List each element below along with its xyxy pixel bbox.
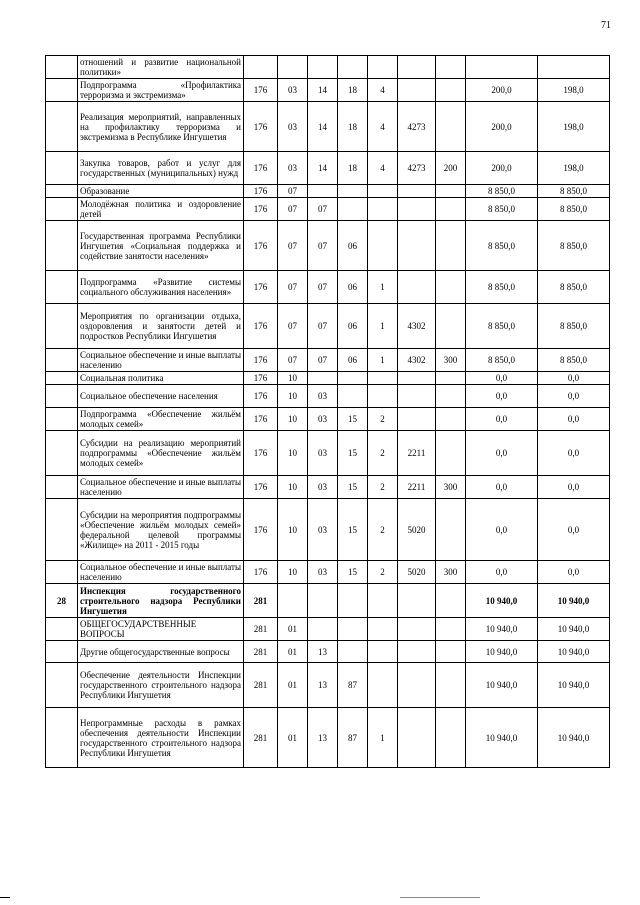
amount-plan: 0,0 — [466, 408, 538, 431]
code-expense-type — [436, 304, 466, 349]
code-section: 10 — [278, 385, 308, 408]
table-row — [46, 221, 610, 271]
table-row — [46, 79, 610, 102]
code-target: 5020 — [398, 499, 436, 561]
table-row — [46, 349, 610, 372]
code-subprogram — [368, 641, 398, 663]
amount-actual — [538, 56, 610, 79]
row-number: 28 — [46, 584, 78, 618]
code-expense-type: 200 — [436, 152, 466, 185]
row-number — [46, 372, 78, 385]
code-program: 18 — [338, 102, 368, 152]
amount-actual: 0,0 — [538, 499, 610, 561]
amount-actual: 8 850,0 — [538, 185, 610, 198]
code-section: 03 — [278, 79, 308, 102]
row-name: Молодёжная политика и оздоровление детей — [78, 198, 244, 221]
amount-plan: 8 850,0 — [466, 185, 538, 198]
row-number — [46, 56, 78, 79]
row-number — [46, 708, 78, 768]
table-body — [46, 56, 610, 768]
table-row — [46, 185, 610, 198]
code-target: 4273 — [398, 152, 436, 185]
row-name: Обеспечение деятельности Инспекции государственного строительного надзора Республики Ингушетия — [78, 663, 244, 708]
row-number — [46, 102, 78, 152]
row-number — [46, 349, 78, 372]
code-subsection: 07 — [308, 349, 338, 372]
code-subsection: 13 — [308, 663, 338, 708]
row-name: Социальное обеспечение и иные выплаты населению — [78, 561, 244, 584]
code-program — [338, 385, 368, 408]
row-name: Подпрограмма «Обеспечение жильём молодых семей» — [78, 408, 244, 431]
code-subprogram — [368, 385, 398, 408]
code-ministry: 281 — [244, 708, 278, 768]
code-subsection — [308, 56, 338, 79]
code-ministry: 281 — [244, 618, 278, 641]
code-section: 10 — [278, 561, 308, 584]
code-expense-type — [436, 431, 466, 476]
code-section: 07 — [278, 185, 308, 198]
amount-actual: 0,0 — [538, 561, 610, 584]
code-ministry: 176 — [244, 152, 278, 185]
amount-plan: 10 940,0 — [466, 584, 538, 618]
code-program — [338, 185, 368, 198]
code-subsection — [308, 185, 338, 198]
code-expense-type — [436, 221, 466, 271]
row-name: Субсидии на реализацию мероприятий подпрограммы «Обеспечение жильём молодых семей» — [78, 431, 244, 476]
code-ministry: 176 — [244, 431, 278, 476]
code-subprogram: 1 — [368, 271, 398, 304]
code-target: 4302 — [398, 304, 436, 349]
code-subprogram: 4 — [368, 152, 398, 185]
code-program: 06 — [338, 349, 368, 372]
code-section: 07 — [278, 198, 308, 221]
amount-plan: 200,0 — [466, 79, 538, 102]
code-subsection: 13 — [308, 708, 338, 768]
row-name: Подпрограмма «Профилактика терроризма и экстремизма» — [78, 79, 244, 102]
table-row — [46, 56, 610, 79]
code-subsection: 03 — [308, 561, 338, 584]
code-subsection — [308, 372, 338, 385]
amount-plan: 10 940,0 — [466, 641, 538, 663]
code-subsection: 07 — [308, 304, 338, 349]
code-expense-type — [436, 618, 466, 641]
code-expense-type: 300 — [436, 476, 466, 499]
code-expense-type — [436, 408, 466, 431]
code-ministry: 176 — [244, 79, 278, 102]
code-section: 10 — [278, 476, 308, 499]
code-ministry: 281 — [244, 641, 278, 663]
code-ministry: 176 — [244, 102, 278, 152]
table-row — [46, 499, 610, 561]
row-number — [46, 198, 78, 221]
code-subprogram: 1 — [368, 708, 398, 768]
amount-plan: 8 850,0 — [466, 271, 538, 304]
table-row — [46, 102, 610, 152]
code-section: 01 — [278, 641, 308, 663]
code-ministry: 176 — [244, 408, 278, 431]
amount-actual: 0,0 — [538, 372, 610, 385]
code-subsection: 03 — [308, 476, 338, 499]
code-subprogram: 4 — [368, 102, 398, 152]
code-target: 4273 — [398, 102, 436, 152]
code-target — [398, 641, 436, 663]
code-target — [398, 221, 436, 271]
row-number — [46, 561, 78, 584]
code-subprogram: 1 — [368, 349, 398, 372]
code-expense-type — [436, 79, 466, 102]
code-target — [398, 271, 436, 304]
row-name: Социальное обеспечение и иные выплаты населению — [78, 349, 244, 372]
code-program: 18 — [338, 152, 368, 185]
budget-table — [45, 55, 610, 768]
code-program: 15 — [338, 476, 368, 499]
code-ministry: 176 — [244, 221, 278, 271]
code-target — [398, 584, 436, 618]
amount-plan: 0,0 — [466, 372, 538, 385]
row-number — [46, 641, 78, 663]
row-name: Государственная программа Республики Ингушетия «Социальная поддержка и содействие занятости населения» — [78, 221, 244, 271]
code-subprogram — [368, 663, 398, 708]
code-target — [398, 56, 436, 79]
amount-plan: 0,0 — [466, 476, 538, 499]
code-subprogram: 2 — [368, 408, 398, 431]
amount-plan: 10 940,0 — [466, 663, 538, 708]
amount-actual: 198,0 — [538, 79, 610, 102]
code-subsection: 03 — [308, 431, 338, 476]
code-target: 2211 — [398, 431, 436, 476]
row-number — [46, 152, 78, 185]
table-row — [46, 385, 610, 408]
row-name: Образование — [78, 185, 244, 198]
code-target — [398, 408, 436, 431]
row-name: Социальное обеспечение населения — [78, 385, 244, 408]
code-expense-type — [436, 198, 466, 221]
code-ministry: 281 — [244, 663, 278, 708]
code-ministry: 281 — [244, 584, 278, 618]
code-program: 06 — [338, 271, 368, 304]
table-row — [46, 408, 610, 431]
amount-plan: 0,0 — [466, 431, 538, 476]
amount-plan: 8 850,0 — [466, 198, 538, 221]
code-section: 07 — [278, 349, 308, 372]
row-number — [46, 663, 78, 708]
table-row — [46, 431, 610, 476]
table-row — [46, 663, 610, 708]
page-number: 71 — [601, 20, 611, 31]
code-program — [338, 584, 368, 618]
row-number — [46, 385, 78, 408]
amount-plan: 200,0 — [466, 152, 538, 185]
code-program — [338, 372, 368, 385]
code-program: 87 — [338, 663, 368, 708]
code-ministry: 176 — [244, 185, 278, 198]
amount-actual: 0,0 — [538, 408, 610, 431]
row-number — [46, 304, 78, 349]
code-ministry: 176 — [244, 198, 278, 221]
table-row — [46, 372, 610, 385]
row-name: Закупка товаров, работ и услуг для государственных (муниципальных) нужд — [78, 152, 244, 185]
code-section: 07 — [278, 221, 308, 271]
code-subsection: 13 — [308, 641, 338, 663]
footer-divider — [400, 897, 480, 898]
amount-plan: 0,0 — [466, 385, 538, 408]
code-section: 01 — [278, 663, 308, 708]
code-subsection: 03 — [308, 385, 338, 408]
code-subprogram: 2 — [368, 431, 398, 476]
code-program: 15 — [338, 431, 368, 476]
row-name: отношений и развитие национальной политики» — [78, 56, 244, 79]
code-section — [278, 56, 308, 79]
code-subprogram — [368, 198, 398, 221]
amount-actual: 8 850,0 — [538, 304, 610, 349]
table-row — [46, 152, 610, 185]
amount-actual: 198,0 — [538, 102, 610, 152]
row-name: Социальное обеспечение и иные выплаты населению — [78, 476, 244, 499]
row-number — [46, 271, 78, 304]
code-program — [338, 641, 368, 663]
code-program — [338, 56, 368, 79]
code-subprogram: 2 — [368, 476, 398, 499]
amount-actual: 0,0 — [538, 431, 610, 476]
amount-plan: 200,0 — [466, 102, 538, 152]
code-subsection: 14 — [308, 102, 338, 152]
code-subsection: 03 — [308, 408, 338, 431]
code-ministry: 176 — [244, 385, 278, 408]
code-section: 07 — [278, 271, 308, 304]
code-section: 01 — [278, 618, 308, 641]
amount-plan: 8 850,0 — [466, 349, 538, 372]
code-target: 2211 — [398, 476, 436, 499]
code-target — [398, 372, 436, 385]
amount-plan — [466, 56, 538, 79]
code-subprogram: 2 — [368, 499, 398, 561]
code-section: 03 — [278, 102, 308, 152]
code-subsection: 07 — [308, 271, 338, 304]
amount-actual: 198,0 — [538, 152, 610, 185]
amount-actual: 8 850,0 — [538, 221, 610, 271]
code-section: 10 — [278, 372, 308, 385]
table-row — [46, 304, 610, 349]
code-target: 4302 — [398, 349, 436, 372]
code-subprogram — [368, 185, 398, 198]
amount-actual: 10 940,0 — [538, 641, 610, 663]
code-program: 18 — [338, 79, 368, 102]
amount-plan: 8 850,0 — [466, 221, 538, 271]
code-subprogram — [368, 372, 398, 385]
code-program: 15 — [338, 499, 368, 561]
code-section: 03 — [278, 152, 308, 185]
code-program: 06 — [338, 304, 368, 349]
amount-plan: 8 850,0 — [466, 304, 538, 349]
row-number — [46, 221, 78, 271]
table-row — [46, 476, 610, 499]
row-number — [46, 476, 78, 499]
amount-plan: 0,0 — [466, 499, 538, 561]
code-target — [398, 385, 436, 408]
row-name: Подпрограмма «Развитие системы социального обслуживания населения» — [78, 271, 244, 304]
code-subprogram: 4 — [368, 79, 398, 102]
code-expense-type — [436, 584, 466, 618]
code-target — [398, 618, 436, 641]
amount-plan: 10 940,0 — [466, 708, 538, 768]
table-row — [46, 561, 610, 584]
row-number — [46, 499, 78, 561]
code-ministry: 176 — [244, 476, 278, 499]
code-target — [398, 198, 436, 221]
code-subsection: 14 — [308, 152, 338, 185]
row-name: Реализация мероприятий, направленных на профилактику терроризма и экстремизма в Республике Ингушетия — [78, 102, 244, 152]
code-section: 10 — [278, 499, 308, 561]
code-target — [398, 185, 436, 198]
code-expense-type — [436, 372, 466, 385]
code-ministry — [244, 56, 278, 79]
code-subsection: 03 — [308, 499, 338, 561]
code-ministry: 176 — [244, 372, 278, 385]
amount-plan: 10 940,0 — [466, 618, 538, 641]
amount-actual: 0,0 — [538, 476, 610, 499]
code-target — [398, 708, 436, 768]
code-expense-type — [436, 499, 466, 561]
code-section: 10 — [278, 408, 308, 431]
code-subsection — [308, 618, 338, 641]
row-name: Инспекция государственного строительного надзора Республики Ингушетия — [78, 584, 244, 618]
row-name: Субсидии на мероприятия подпрограммы «Обеспечение жильём молодых семей» федеральной целевой программы «Жилище» на 2011 - 2015 годы — [78, 499, 244, 561]
table-row — [46, 708, 610, 768]
code-subprogram: 2 — [368, 561, 398, 584]
row-number — [46, 185, 78, 198]
code-subsection: 07 — [308, 198, 338, 221]
code-ministry: 176 — [244, 304, 278, 349]
row-number — [46, 79, 78, 102]
code-subsection — [308, 584, 338, 618]
amount-actual: 8 850,0 — [538, 349, 610, 372]
code-subprogram — [368, 584, 398, 618]
code-section — [278, 584, 308, 618]
code-program: 15 — [338, 561, 368, 584]
code-program — [338, 618, 368, 641]
amount-actual: 0,0 — [538, 385, 610, 408]
code-subprogram — [368, 618, 398, 641]
amount-plan: 0,0 — [466, 561, 538, 584]
row-number — [46, 408, 78, 431]
amount-actual: 10 940,0 — [538, 663, 610, 708]
code-expense-type — [436, 663, 466, 708]
code-ministry: 176 — [244, 499, 278, 561]
table-row — [46, 618, 610, 641]
code-subsection: 14 — [308, 79, 338, 102]
code-expense-type — [436, 641, 466, 663]
row-number — [46, 618, 78, 641]
footer-divider-left — [0, 897, 10, 898]
code-section: 01 — [278, 708, 308, 768]
code-section: 07 — [278, 304, 308, 349]
code-expense-type — [436, 385, 466, 408]
code-subprogram — [368, 221, 398, 271]
code-target — [398, 663, 436, 708]
table-row — [46, 584, 610, 618]
code-target: 5020 — [398, 561, 436, 584]
code-expense-type — [436, 708, 466, 768]
code-expense-type — [436, 56, 466, 79]
row-name: Социальная политика — [78, 372, 244, 385]
code-expense-type: 300 — [436, 349, 466, 372]
code-subprogram: 1 — [368, 304, 398, 349]
code-target — [398, 79, 436, 102]
code-expense-type: 300 — [436, 561, 466, 584]
row-name: Другие общегосударственные вопросы — [78, 641, 244, 663]
table-row — [46, 641, 610, 663]
table-row — [46, 271, 610, 304]
code-subprogram — [368, 56, 398, 79]
code-program — [338, 198, 368, 221]
amount-actual: 10 940,0 — [538, 708, 610, 768]
code-expense-type — [436, 185, 466, 198]
row-number — [46, 431, 78, 476]
code-expense-type — [436, 102, 466, 152]
amount-actual: 10 940,0 — [538, 618, 610, 641]
code-subsection: 07 — [308, 221, 338, 271]
code-program: 87 — [338, 708, 368, 768]
code-program: 15 — [338, 408, 368, 431]
code-ministry: 176 — [244, 271, 278, 304]
row-name: ОБЩЕГОСУДАРСТВЕННЫЕ ВОПРОСЫ — [78, 618, 244, 641]
amount-actual: 8 850,0 — [538, 271, 610, 304]
code-ministry: 176 — [244, 561, 278, 584]
amount-actual: 10 940,0 — [538, 584, 610, 618]
code-ministry: 176 — [244, 349, 278, 372]
amount-actual: 8 850,0 — [538, 198, 610, 221]
code-expense-type — [436, 271, 466, 304]
row-name: Непрограммные расходы в рамках обеспечения деятельности Инспекции государственного строительного надзора Республики Ингушетия — [78, 708, 244, 768]
code-program: 06 — [338, 221, 368, 271]
code-section: 10 — [278, 431, 308, 476]
row-name: Мероприятия по организации отдыха, оздоровления и занятости детей и подростков Республики Ингушетия — [78, 304, 244, 349]
table-row — [46, 198, 610, 221]
